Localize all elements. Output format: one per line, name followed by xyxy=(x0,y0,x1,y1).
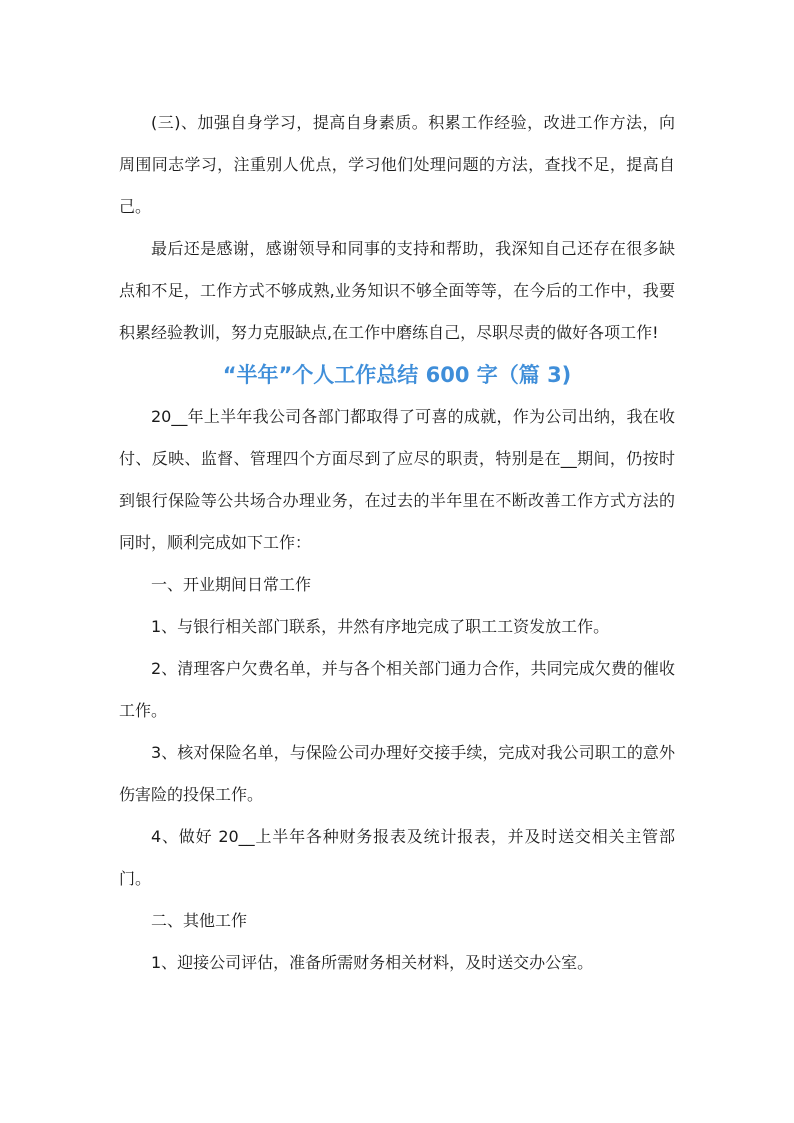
list-item-3: 3、核对保险名单，与保险公司办理好交接手续，完成对我公司职工的意外伤害险的投保工作。 xyxy=(119,743,675,804)
heading-daily-work: 一、开业期间日常工作 xyxy=(151,575,312,594)
heading-other-work: 二、其他工作 xyxy=(151,911,248,930)
list-item-other-1: 1、迎接公司评估，准备所需财务相关材料，及时送交办公室。 xyxy=(151,953,594,972)
paragraph-self-study: (三)、加强自身学习，提高自身素质。积累工作经验，改进工作方法，向周围同志学习，注重别人优点，学习他们处理问题的方法，查找不足，提高自己。 xyxy=(119,113,675,216)
list-item-1: 1、与银行相关部门联系，井然有序地完成了职工工资发放工作。 xyxy=(151,617,610,636)
paragraph-thanks: 最后还是感谢，感谢领导和同事的支持和帮助，我深知自己还存在很多缺点和不足，工作方式不够成熟,业务知识不够全面等等，在今后的工作中，我要积累经验教训，努力克服缺点,在工作中磨练自己，尽职尽责的做好各项工作! xyxy=(119,239,675,342)
list-item-4: 4、做好 20__上半年各种财务报表及统计报表，并及时送交相关主管部门。 xyxy=(119,827,675,888)
document-body xyxy=(119,102,675,984)
section-title: “半年”个人工作总结 600 字（篇 3) xyxy=(222,363,572,387)
paragraph-intro: 20__年上半年我公司各部门都取得了可喜的成就，作为公司出纳，我在收付、反映、监督、管理四个方面尽到了应尽的职责，特别是在__期间，仍按时到银行保险等公共场合办理业务，在过去的半年里在不断改善工作方式方法的同时，顺利完成如下工作： xyxy=(119,407,675,552)
list-item-2: 2、清理客户欠费名单，并与各个相关部门通力合作，共同完成欠费的催收工作。 xyxy=(119,659,675,720)
